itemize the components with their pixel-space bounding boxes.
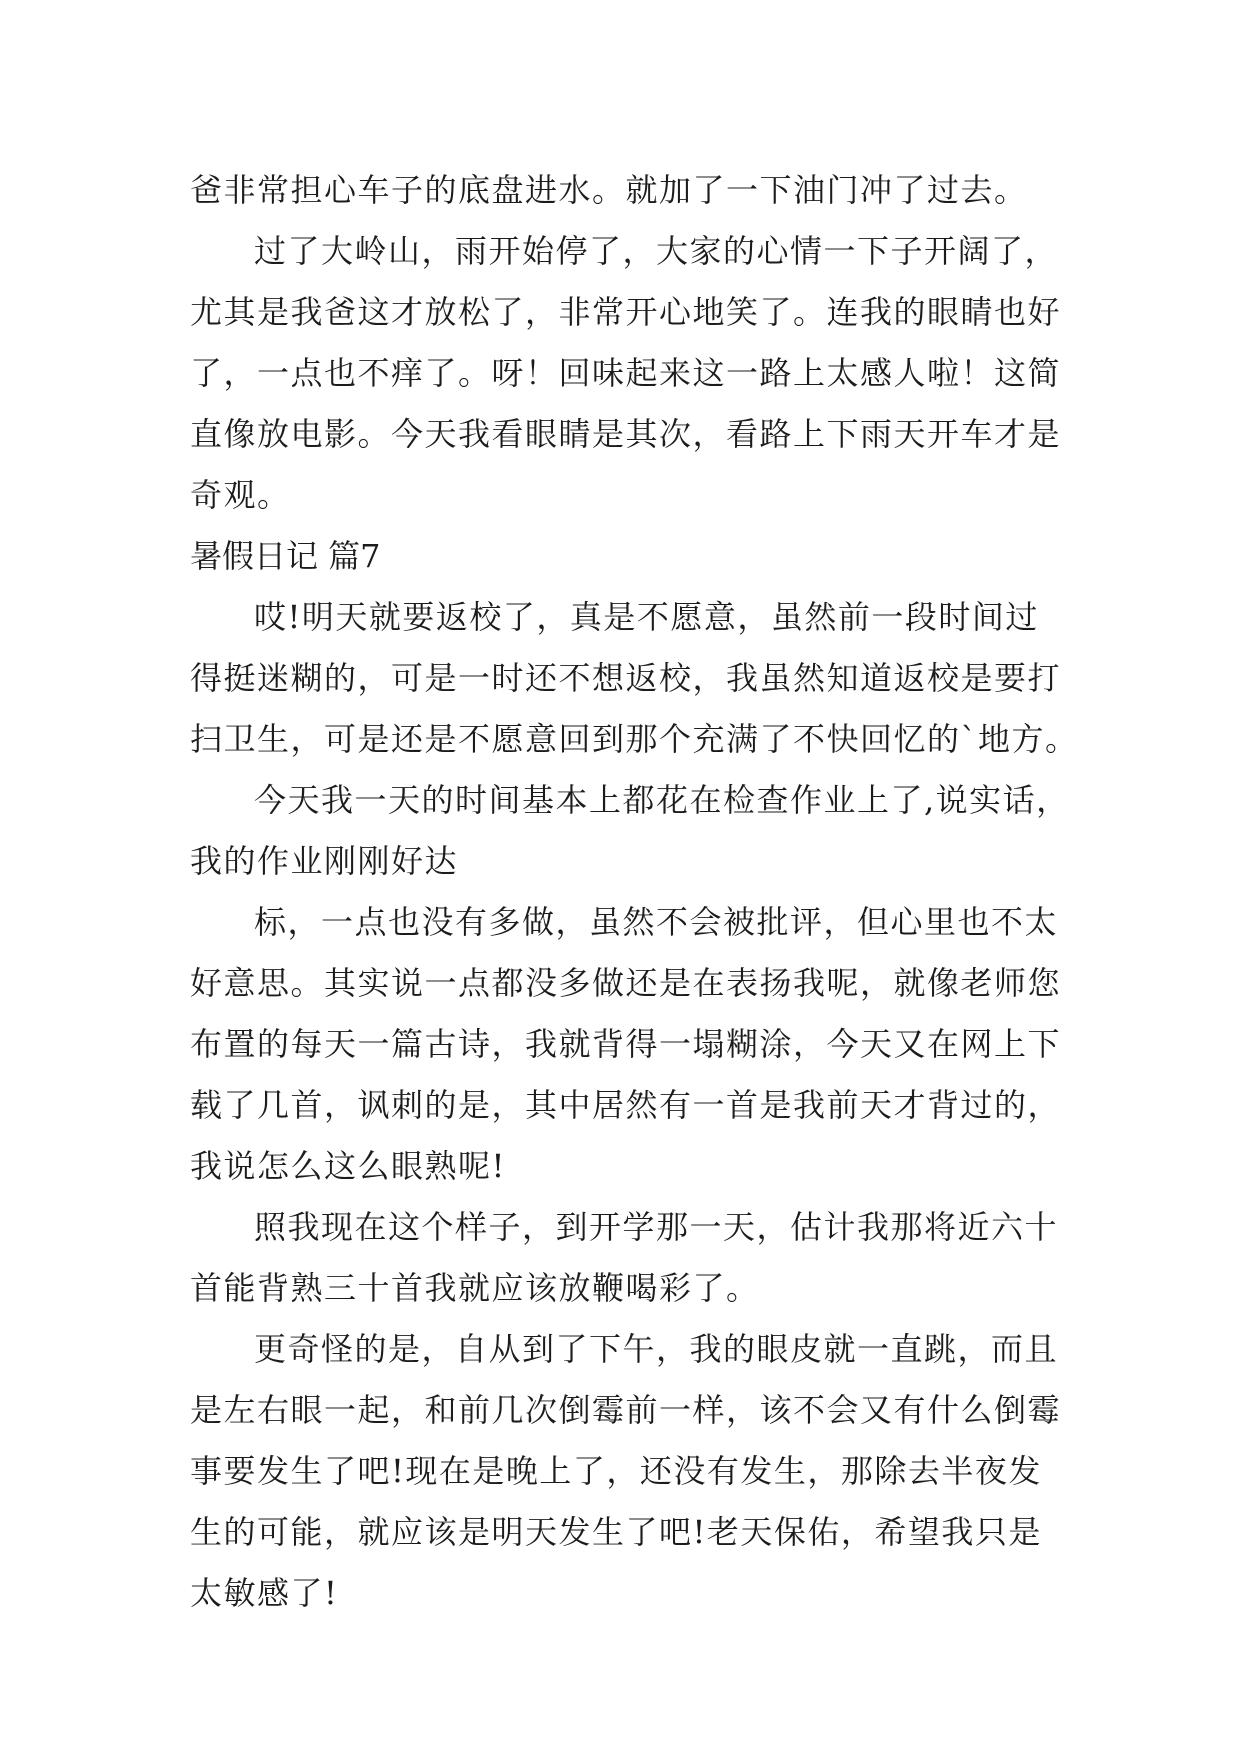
text-line: 首能背熟三十首我就应该放鞭喝彩了。	[190, 1269, 760, 1307]
text-line: 生的可能，就应该是明天发生了吧!老天保佑，希望我只是	[190, 1513, 1042, 1551]
paragraph-start-line: 过了大岭山，雨开始停了，大家的心情一下子开阔了，	[254, 232, 1059, 270]
text-line: 好意思。其实说一点都没多做还是在表扬我呢，就像老师您	[190, 964, 1062, 1002]
text-line: 了，一点也不痒了。呀！回味起来这一路上太感人啦！这简	[190, 354, 1062, 392]
paragraph-start-line: 标，一点也没有多做，虽然不会被批评，但心里也不太	[254, 903, 1059, 941]
text-line: 布置的每天一篇古诗，我就背得一塌糊涂，今天又在网上下	[190, 1025, 1062, 1063]
text-line: 是左右眼一起，和前几次倒霉前一样，该不会又有什么倒霉	[190, 1391, 1062, 1429]
text-line: 爸非常担心车子的底盘进水。就加了一下油门冲了过去。	[190, 171, 1028, 209]
text-line: 直像放电影。今天我看眼睛是其次，看路上下雨天开车才是	[190, 415, 1062, 453]
document-body	[190, 160, 1079, 1624]
text-line: 得挺迷糊的，可是一时还不想返校，我虽然知道返校是要打	[190, 659, 1062, 697]
text-line: 太敏感了!	[190, 1574, 339, 1612]
text-line: 我的作业刚刚好达	[190, 842, 459, 880]
section-heading: 暑假日记 篇7	[190, 537, 381, 575]
text-line: 事要发生了吧!现在是晚上了，还没有发生，那除去半夜发	[190, 1452, 1042, 1490]
text-line: 扫卫生，可是还是不愿意回到那个充满了不快回忆的`地方。	[190, 720, 1079, 758]
paragraph-start-line: 今天我一天的时间基本上都花在检查作业上了,说实话，	[254, 781, 1070, 819]
text-line: 载了几首，讽刺的是，其中居然有一首是我前天才背过的，	[190, 1086, 1062, 1124]
paragraph-start-line: 哎!明天就要返校了，真是不愿意，虽然前一段时间过	[254, 598, 1039, 636]
text-line: 奇观。	[190, 476, 291, 514]
text-line: 我说怎么这么眼熟呢!	[190, 1147, 506, 1185]
paragraph-start-line: 照我现在这个样子，到开学那一天，估计我那将近六十	[254, 1208, 1059, 1246]
paragraph-start-line: 更奇怪的是，自从到了下午，我的眼皮就一直跳，而且	[254, 1330, 1059, 1368]
text-line: 尤其是我爸这才放松了，非常开心地笑了。连我的眼睛也好	[190, 293, 1062, 331]
